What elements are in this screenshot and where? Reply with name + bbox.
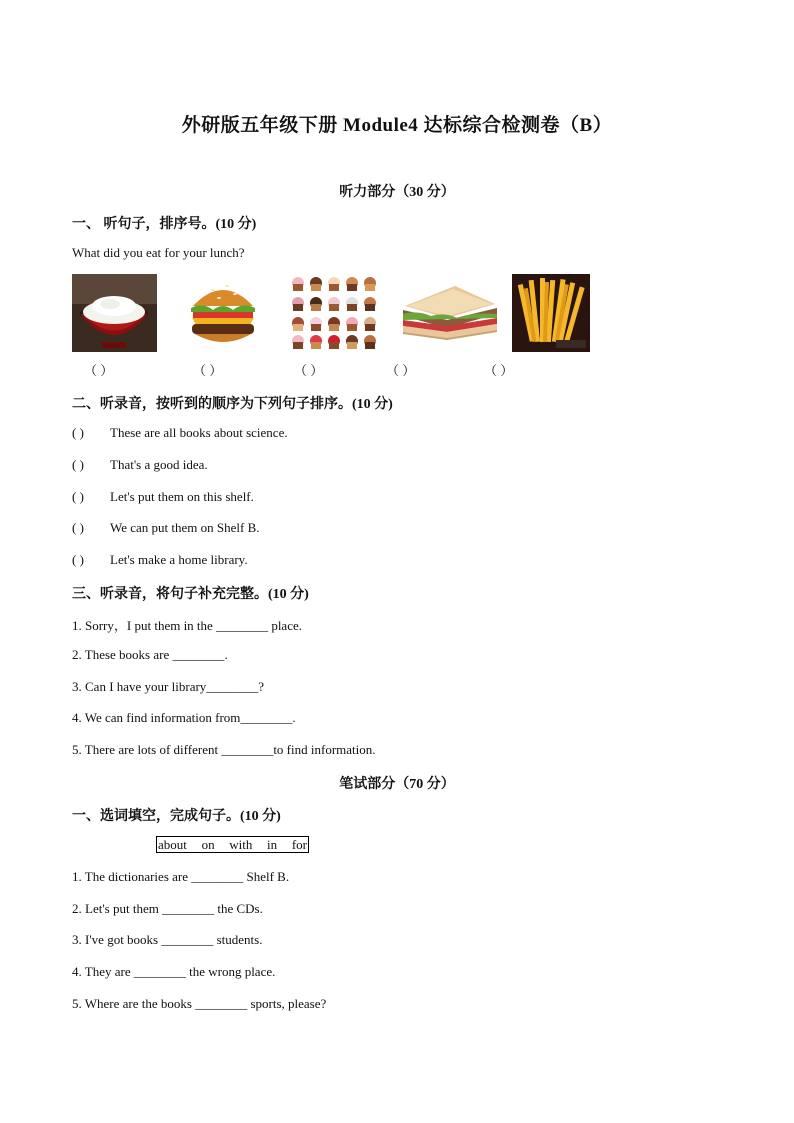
sentence-text: Let's make a home library. (110, 552, 248, 567)
fill-in-sentence[interactable]: 5. There are lots of different ________to find information. (72, 742, 376, 757)
picture-4-blank[interactable]: （ ） (386, 363, 416, 378)
word-bank-word: for (291, 836, 307, 852)
listening-part2-item (72, 457, 208, 473)
cupcakes-picture (290, 274, 380, 352)
cupcakes-icon (290, 274, 380, 352)
writing-section-title: 笔试部分（70 分） (339, 777, 455, 792)
picture-5-blank[interactable]: （ ） (484, 363, 514, 378)
fill-in-sentence[interactable]: 5. Where are the books ________ sports, please? (72, 996, 327, 1011)
fill-in-sentence[interactable]: 2. Let's put them ________ the CDs. (72, 901, 263, 916)
fill-in-sentence[interactable]: 4. We can find information from________. (72, 710, 296, 725)
word-bank-word: on (201, 836, 215, 852)
word-bank-word: with (229, 836, 253, 852)
fill-in-sentence[interactable]: 3. Can I have your library________? (72, 679, 265, 694)
sentence-text: That's a good idea. (110, 457, 208, 472)
listening-part1-question: What did you eat for your lunch? (72, 245, 245, 260)
picture-1-blank[interactable]: （ ） (84, 363, 114, 378)
rice-bowl-icon (72, 274, 157, 352)
picture-3-blank[interactable]: （ ） (294, 363, 324, 378)
hamburger-icon (183, 274, 263, 352)
order-blank[interactable]: ( ) (72, 552, 84, 567)
word-bank-word: about (158, 836, 187, 852)
rice-bowl-picture (72, 274, 157, 352)
listening-part1-heading: 一、 听句子，排序号。(10 分) (72, 217, 257, 232)
sentence-text: We can put them on Shelf B. (110, 520, 260, 535)
listening-part2-heading: 二、听录音，按听到的顺序为下列句子排序。(10 分) (72, 397, 393, 412)
picture-2-blank[interactable]: （ ） (193, 363, 223, 378)
fill-in-sentence[interactable]: 4. They are ________ the wrong place. (72, 964, 276, 979)
sentence-text: Let's put them on this shelf. (110, 489, 254, 504)
listening-section-title: 听力部分（30 分） (339, 185, 455, 200)
listening-part3-heading: 三、听录音，将句子补充完整。(10 分) (72, 587, 309, 602)
sentence-text: These are all books about science. (110, 425, 288, 440)
sandwich-icon (397, 274, 502, 352)
word-bank-box (156, 836, 309, 853)
fill-in-sentence[interactable]: 1. The dictionaries are ________ Shelf B. (72, 869, 290, 884)
sandwich-picture (397, 274, 502, 352)
hamburger-picture (183, 274, 263, 352)
fill-in-sentence[interactable]: 1. Sorry，I put them in the ________ place. (72, 618, 302, 633)
order-blank[interactable]: ( ) (72, 520, 84, 535)
listening-part2-item (72, 520, 260, 536)
order-blank[interactable]: ( ) (72, 425, 84, 440)
word-bank-word: in (267, 836, 278, 852)
listening-part2-item (72, 425, 288, 441)
page-title: 外研版五年级下册 Module4 达标综合检测卷（B） (181, 115, 613, 136)
writing-part1-heading: 一、选词填空，完成句子。(10 分) (72, 809, 281, 824)
order-blank[interactable]: ( ) (72, 489, 84, 504)
french-fries-picture (512, 274, 590, 352)
fill-in-sentence[interactable]: 3. I've got books ________ students. (72, 932, 263, 947)
listening-part2-item (72, 489, 254, 505)
order-blank[interactable]: ( ) (72, 457, 84, 472)
fill-in-sentence[interactable]: 2. These books are ________. (72, 647, 228, 662)
french-fries-icon (512, 274, 590, 352)
listening-part2-item (72, 552, 248, 568)
